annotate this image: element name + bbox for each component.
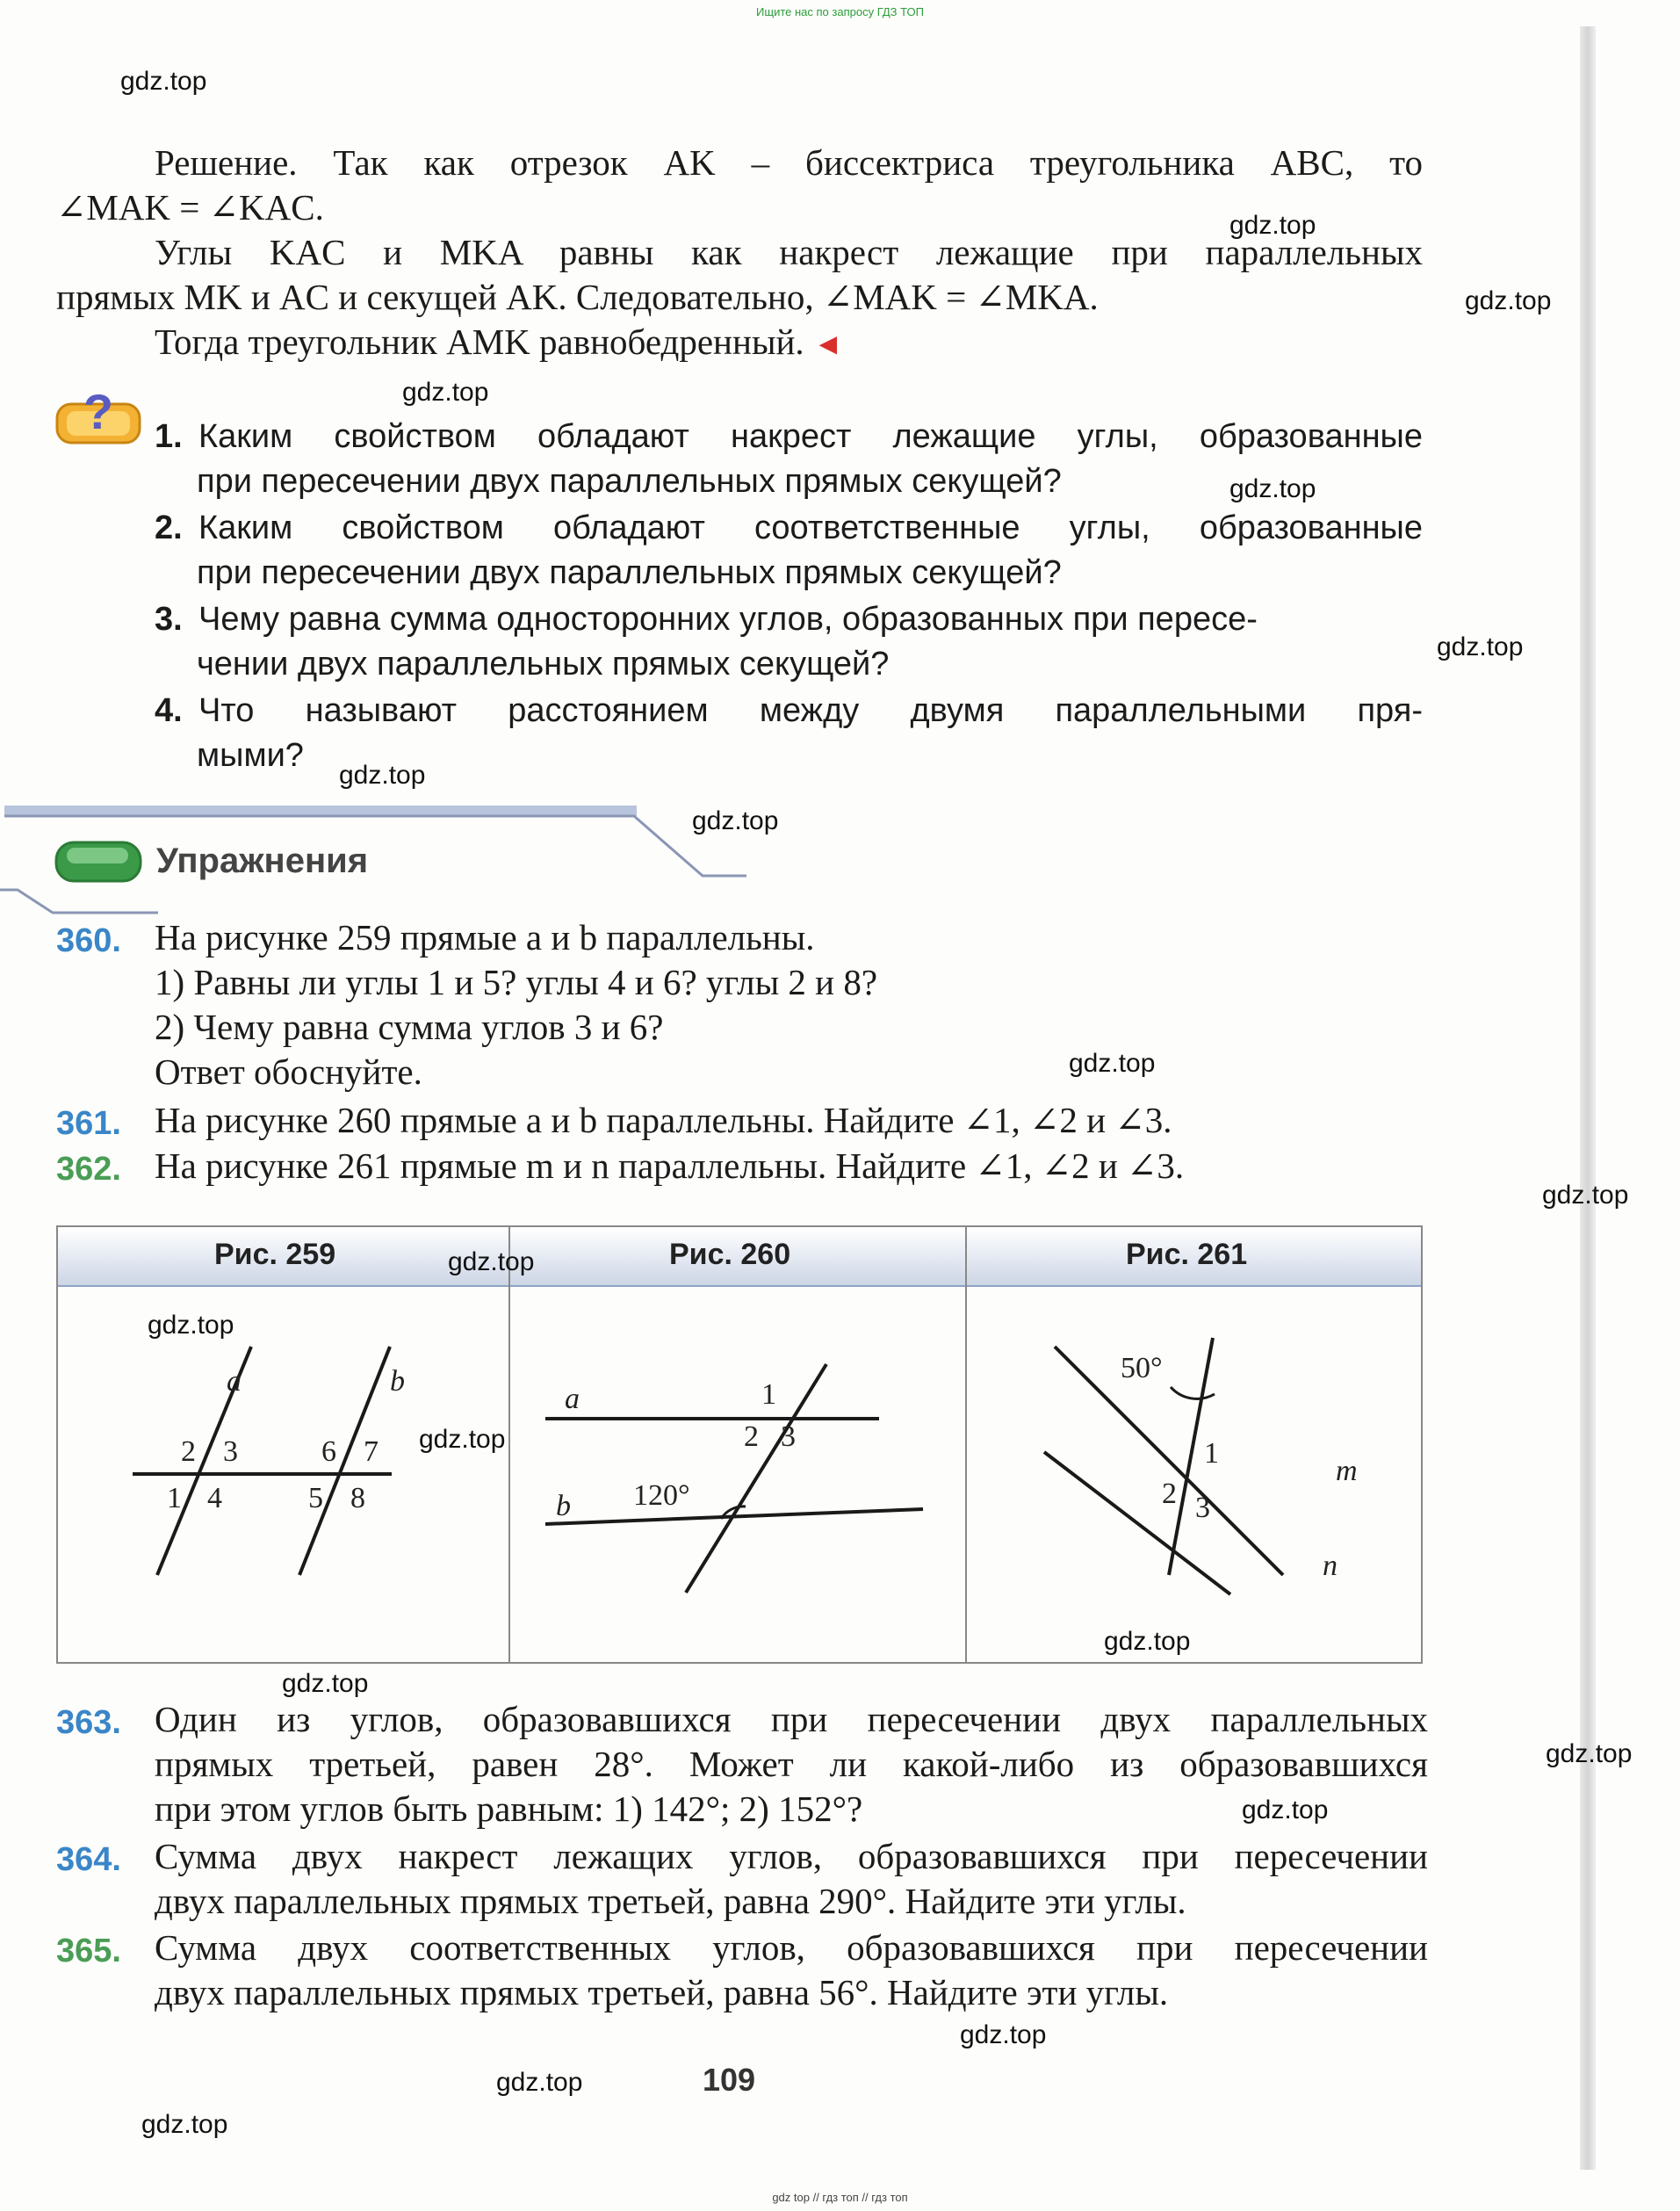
label-angle-3: 3 <box>1195 1492 1210 1524</box>
exercise-number: 361. <box>56 1105 121 1142</box>
watermark: gdz.top <box>1546 1739 1633 1768</box>
line-secant <box>686 1364 826 1593</box>
page-number: 109 <box>703 2062 756 2098</box>
bottom-note: gdz top // гдз топ // гдз топ <box>772 2191 908 2204</box>
watermark: gdz.top <box>1242 1796 1329 1824</box>
solution-line-2: ∠MAK = ∠KAC. <box>56 187 324 228</box>
end-of-proof-icon: ◄ <box>812 329 843 361</box>
review-questions <box>155 415 1423 780</box>
label-a: a <box>565 1383 580 1415</box>
watermark: gdz.top <box>419 1425 506 1454</box>
figures-table <box>56 1225 1423 1664</box>
label-b: b <box>390 1365 405 1398</box>
exercise-text: Сумма двух накрест лежащих углов, образовавшихся при пересечении двух параллельных прямых третьей, равна 290°. Найдите эти углы. <box>155 1836 1428 1921</box>
exercise-text: На рисунке 260 прямые a и b параллельны. Найдите ∠1, ∠2 и ∠3. <box>155 1100 1172 1140</box>
exercise-363 <box>56 1697 1426 1834</box>
watermark: gdz.top <box>148 1311 234 1340</box>
label-n: n <box>1323 1550 1338 1582</box>
label-angle-5: 5 <box>308 1482 323 1514</box>
exercise-text: На рисунке 259 прямые a и b параллельны. 1) Равны ли углы 1 и 5? углы 4 и 6? углы 2 и 8? 2) Чему равна сумма углов 3 и 6? Ответ обоснуйте. <box>155 917 878 1092</box>
label-angle-2: 2 <box>744 1420 759 1453</box>
label-a: a <box>227 1365 242 1398</box>
question-4-line-2: мыми? <box>197 737 304 774</box>
watermark: gdz.top <box>1104 1627 1191 1656</box>
watermark: gdz.top <box>141 2110 228 2139</box>
watermark: gdz.top <box>1465 286 1552 315</box>
label-angle-1: 1 <box>761 1378 776 1411</box>
watermark: gdz.top <box>1437 632 1524 661</box>
label-angle-2: 2 <box>181 1435 196 1468</box>
watermark: gdz.top <box>692 806 779 835</box>
question-1-line-1: 1. Каким свойством обладают накрест лежащие углы, образованные <box>155 418 1423 455</box>
question-2-line-1: 2. Каким свойством обладают соответственные углы, образованные <box>155 509 1423 546</box>
label-b: b <box>556 1490 571 1522</box>
label-angle-8: 8 <box>350 1482 365 1514</box>
exercise-number: 362. <box>56 1151 121 1188</box>
watermark: gdz.top <box>1542 1181 1629 1210</box>
exercise-360 <box>56 915 1426 1100</box>
question-1-line-2: при пересечении двух параллельных прямых секущей? <box>197 463 1062 500</box>
top-note: Ищите нас по запросу ГДЗ ТОП <box>756 5 924 18</box>
label-angle-50: 50° <box>1121 1352 1163 1384</box>
watermark: gdz.top <box>1069 1049 1156 1078</box>
figure-259-title: Рис. 259 <box>214 1238 336 1271</box>
svg-text:?: ? <box>83 387 114 439</box>
exercise-text: На рисунке 261 прямые m и n параллельны. Найдите ∠1, ∠2 и ∠3. <box>155 1145 1185 1186</box>
watermark: gdz.top <box>402 378 489 407</box>
watermark: gdz.top <box>1229 474 1316 503</box>
section-heading: Упражнения <box>156 842 369 880</box>
exercise-number: 364. <box>56 1841 121 1878</box>
question-3-line-2: чении двух параллельных прямых секущей? <box>197 646 890 683</box>
watermark: gdz.top <box>282 1669 369 1698</box>
solution-line-5-text: Тогда треугольник AMK равнобедренный. <box>155 322 804 362</box>
label-angle-7: 7 <box>364 1435 379 1468</box>
label-angle-6: 6 <box>321 1435 336 1468</box>
label-angle-3: 3 <box>223 1435 238 1468</box>
exercise-text: Один из углов, образовавшихся при пересечении двух параллельных прямых третьей, равен 28°. Может ли какой-либо из образовавшихся при этом углов быть равным: 1) 142°; 2) 152°? <box>155 1699 1428 1829</box>
solution-line-1: Решение. Так как отрезок AK – биссектриса треугольника ABC, то <box>155 142 1423 183</box>
exercise-number: 365. <box>56 1933 121 1969</box>
figure-261-title: Рис. 261 <box>1126 1238 1248 1271</box>
label-angle-1: 1 <box>167 1482 182 1514</box>
question-3 <box>155 597 1423 689</box>
solution-line-5 <box>56 320 1423 367</box>
exercise-361 <box>56 1098 1426 1144</box>
watermark: gdz.top <box>1229 211 1316 240</box>
figure-260-diagram <box>510 1285 963 1661</box>
exercise-number: 360. <box>56 922 121 959</box>
section-banner <box>0 804 755 918</box>
exercise-number: 363. <box>56 1704 121 1741</box>
exercise-364 <box>56 1834 1426 1926</box>
label-angle-120: 120° <box>633 1479 690 1512</box>
exercise-365 <box>56 1926 1426 2017</box>
watermark: gdz.top <box>960 2020 1047 2049</box>
label-angle-3: 3 <box>781 1420 796 1453</box>
solution-line-3: Углы KAC и MKA равны как накрест лежащие при параллельных <box>155 232 1423 272</box>
label-angle-1: 1 <box>1204 1437 1219 1470</box>
label-angle-2: 2 <box>1162 1478 1177 1510</box>
question-mark-icon <box>54 387 142 448</box>
exercise-362 <box>56 1144 1426 1189</box>
page-gutter-shadow <box>1580 26 1596 2170</box>
watermark: gdz.top <box>120 67 207 96</box>
figure-260-title: Рис. 260 <box>669 1238 791 1271</box>
figure-261-diagram <box>967 1285 1420 1661</box>
question-4-line-1: 4. Что называют расстоянием между двумя параллельными пря- <box>155 692 1423 729</box>
figure-259-diagram <box>58 1285 508 1661</box>
label-m: m <box>1336 1455 1358 1487</box>
label-angle-4: 4 <box>207 1482 222 1514</box>
solution-line-4: прямых MK и AC и секущей AK. Следовательно, ∠MAK = ∠MKA. <box>56 277 1099 317</box>
question-2 <box>155 506 1423 597</box>
line-m <box>1055 1347 1283 1575</box>
angle-arc <box>1171 1387 1215 1398</box>
watermark: gdz.top <box>496 2068 583 2097</box>
solution-paragraph <box>56 141 1423 367</box>
watermark: gdz.top <box>448 1247 535 1276</box>
watermark: gdz.top <box>339 761 426 790</box>
question-3-line-1: 3. Чему равна сумма односторонних углов, образованных при пересе- <box>155 601 1258 638</box>
exercise-text: Сумма двух соответственных углов, образовавшихся при пересечении двух параллельных прямых третьей, равна 56°. Найдите эти углы. <box>155 1927 1428 2012</box>
question-2-line-2: при пересечении двух параллельных прямых секущей? <box>197 554 1062 591</box>
